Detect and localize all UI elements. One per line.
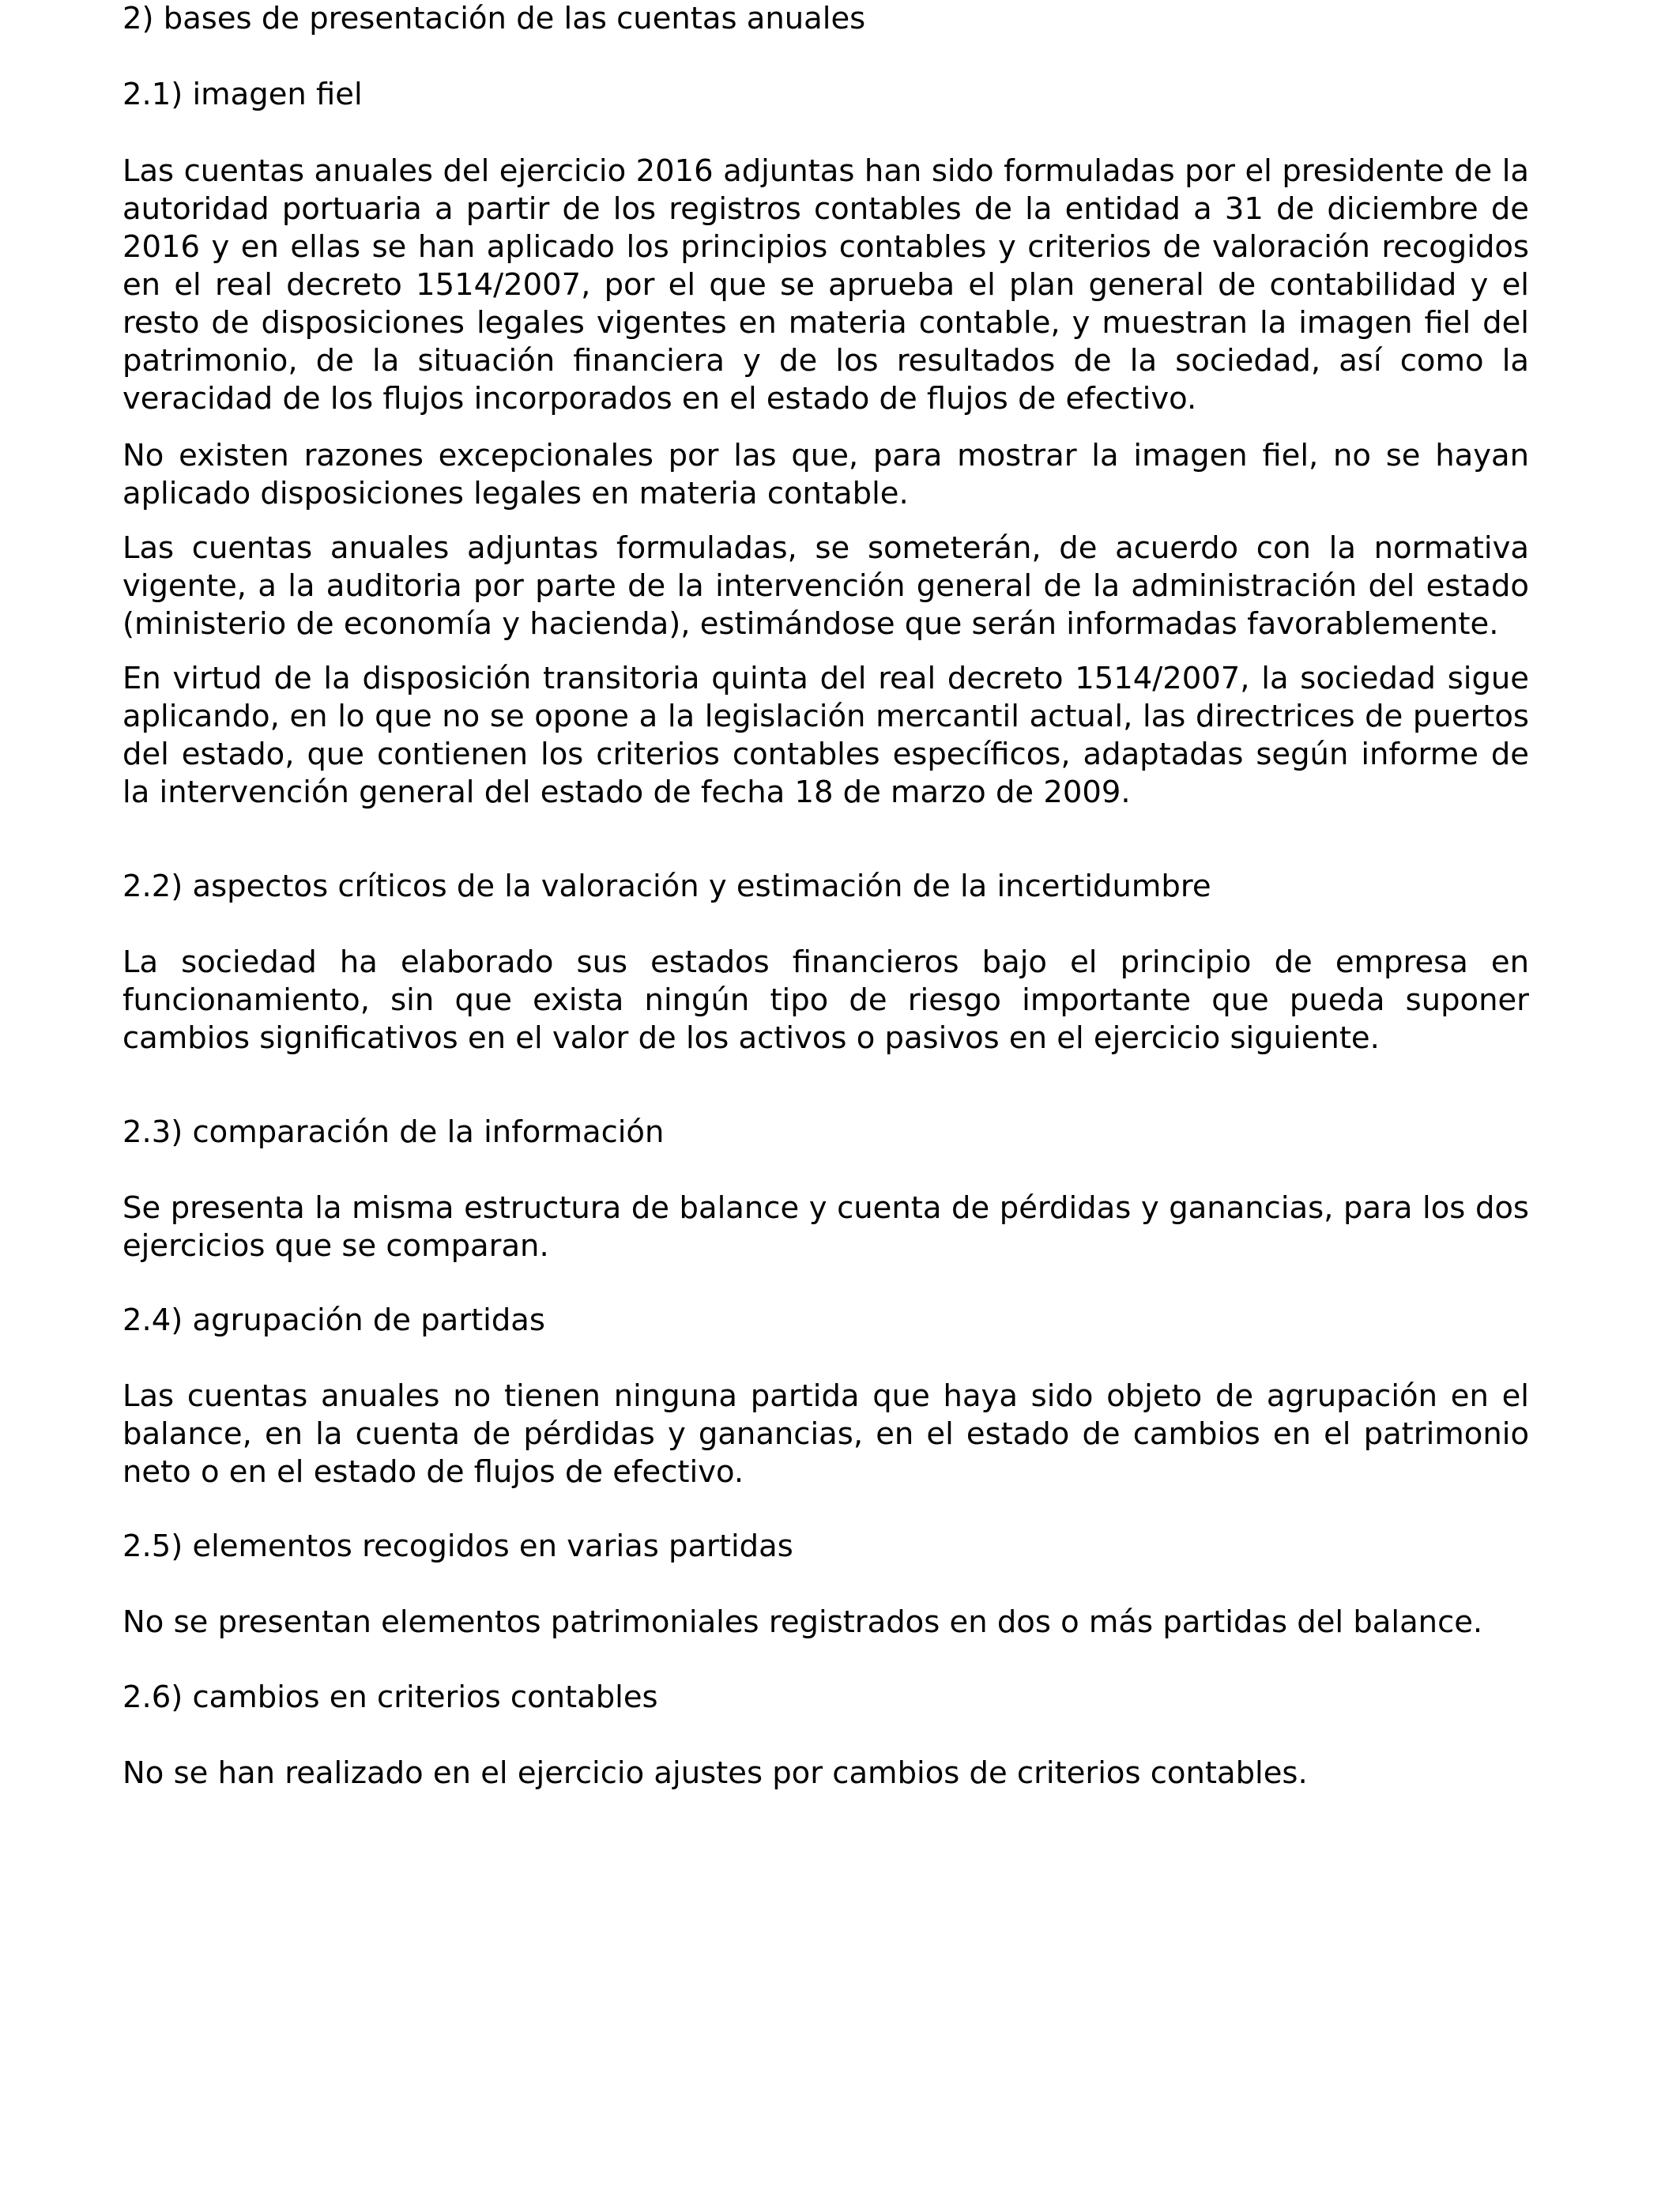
section-title: 2) bases de presentación de las cuentas anuales [122,1,866,36]
paragraph-2-1-c: Las cuentas anuales adjuntas formuladas, se someterán, de acuerdo con la normativa vigente, a la auditoria por parte de la intervención general de la administración del estado (ministerio de economía y hacienda), estimándose que serán informadas favorablemente. [122,530,1529,642]
subsection-title-2-6: 2.6) cambios en criterios contables [122,1679,658,1715]
paragraph-2-2: La sociedad ha elaborado sus estados financieros bajo el principio de empresa en funcionamiento, sin que exista ningún tipo de riesgo importante que pueda suponer cambios significativos en el valor de los activos o pasivos en el ejercicio siguiente. [122,944,1529,1056]
paragraph-2-1-d: En virtud de la disposición transitoria quinta del real decreto 1514/2007, la sociedad sigue aplicando, en lo que no se opone a la legislación mercantil actual, las directrices de puertos del estado, que contienen los criterios contables específicos, adaptadas según informe de la intervención general del estado de fecha 18 de marzo de 2009. [122,661,1529,810]
paragraph-2-3: Se presenta la misma estructura de balance y cuenta de pérdidas y ganancias, para los dos ejercicios que se comparan. [122,1190,1529,1264]
subsection-title-2-3: 2.3) comparación de la información [122,1114,665,1150]
subsection-title-2-2: 2.2) aspectos críticos de la valoración y estimación de la incertidumbre [122,869,1211,904]
subsection-title-2-4: 2.4) agrupación de partidas [122,1302,545,1338]
paragraph-2-5: No se presentan elementos patrimoniales registrados en dos o más partidas del balance. [122,1604,1483,1640]
subsection-title-2-5: 2.5) elementos recogidos en varias partidas [122,1529,793,1564]
paragraph-2-1-b: No existen razones excepcionales por las que, para mostrar la imagen fiel, no se hayan aplicado disposiciones legales en materia contable. [122,438,1529,511]
paragraph-2-1-a: Las cuentas anuales del ejercicio 2016 adjuntas han sido formuladas por el presidente de la autoridad portuaria a partir de los registros contables de la entidad a 31 de diciembre de 2016 y en ellas se han aplicado los principios contables y criterios de valoración recogidos en el real decreto 1514/2007, por el que se aprueba el plan general de contabilidad y el resto de disposiciones legales vigentes en materia contable, y muestran la imagen fiel del patrimonio, de la situación financiera y de los resultados de la sociedad, así como la veracidad de los flujos incorporados en el estado de flujos de efectivo. [122,153,1529,417]
paragraph-2-4: Las cuentas anuales no tienen ninguna partida que haya sido objeto de agrupación en el balance, en la cuenta de pérdidas y ganancias, en el estado de cambios en el patrimonio neto o en el estado de flujos de efectivo. [122,1378,1529,1490]
paragraph-2-6: No se han realizado en el ejercicio ajustes por cambios de criterios contables. [122,1755,1308,1791]
subsection-title-2-1: 2.1) imagen fiel [122,77,363,112]
